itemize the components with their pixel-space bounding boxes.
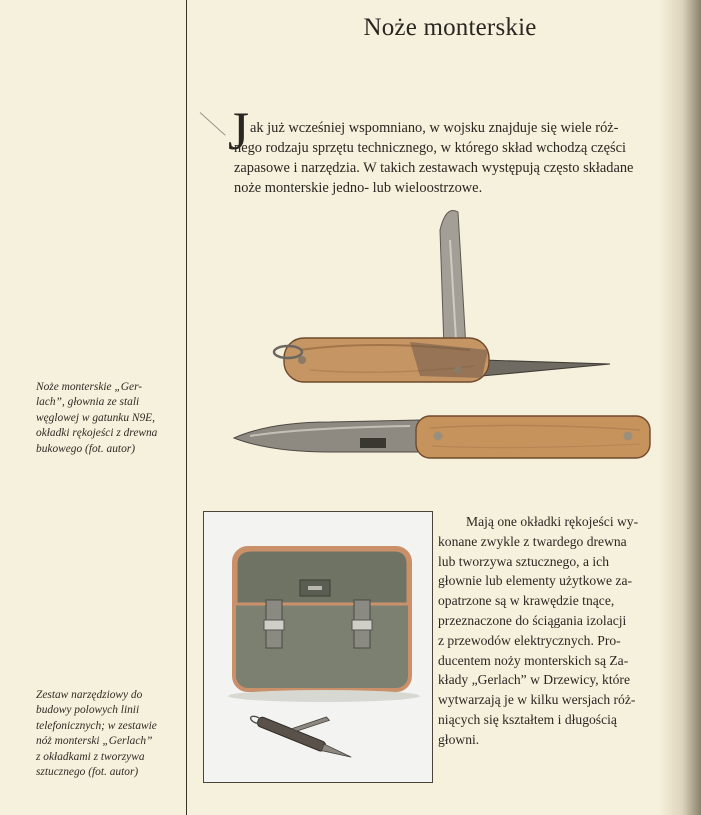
drop-cap: J <box>228 101 250 161</box>
body-line: Mają one okładki rękojeści wy- <box>466 514 639 529</box>
pencil-mark <box>200 112 226 135</box>
body-line: przeznaczone do ściągania izolacji <box>438 612 627 628</box>
caption-line: telefonicznych; w zestawie <box>36 719 157 732</box>
caption-line: bukowego (fot. autor) <box>36 442 136 455</box>
caption-line: nóż monterski „Gerlach” <box>36 735 153 748</box>
intro-line: nego rodzaju sprzętu technicznego, w którego skład wchodzą części <box>234 140 626 156</box>
intro-line: zapasowe i narzędzia. W takich zestawach występują często składane <box>234 160 634 176</box>
caption-line: węglowej w gatunku N9E, <box>36 411 155 424</box>
body-line: opatrzone są w krawędzie tnące, <box>438 593 615 609</box>
toolkit-caption <box>36 688 174 780</box>
body-line: lub tworzywa sztucznego, a ich <box>438 553 609 569</box>
toolkit-photo <box>203 511 433 783</box>
knife-upper-spike <box>482 360 610 376</box>
body-line: kłady „Gerlach” w Drzewicy, które <box>438 672 630 688</box>
caption-line: Zestaw narzędziowy do <box>36 689 143 701</box>
body-line: głowni. <box>438 731 480 747</box>
body-paragraph <box>438 512 694 750</box>
knives-caption <box>36 380 174 457</box>
body-line: konane zwykle z twardego drewna <box>438 533 627 549</box>
caption-line: sztucznego (fot. autor) <box>36 766 139 779</box>
knives-photo <box>220 200 660 475</box>
caption-line: budowy polowych linii <box>36 704 140 717</box>
body-line: głownie lub elementy użytkowe za- <box>438 573 633 589</box>
body-line: wytwarzają je w kilku wersjach róż- <box>438 692 636 708</box>
body-line: ducentem noży monterskich są Za- <box>438 652 629 668</box>
column-divider <box>186 0 187 815</box>
page-title: Noże monterskie <box>363 14 537 41</box>
knife-lower-handle <box>416 416 650 458</box>
body-line: z przewodów elektrycznych. Pro- <box>438 632 621 648</box>
caption-line: Noże monterskie „Ger- <box>36 381 143 393</box>
intro-line: ak już wcześniej wspomniano, w wojsku znajduje się wiele róż- <box>250 120 619 136</box>
intro-line: noże monterskie jedno- lub wieloostrzowe. <box>234 180 483 196</box>
body-line: niących się kształtem i długością <box>438 711 617 727</box>
intro-paragraph <box>228 101 674 198</box>
caption-line: lach”, głownia ze stali <box>36 396 140 409</box>
knife-lower-blade <box>234 420 420 452</box>
caption-line: okładki rękojeści z drewna <box>36 427 158 440</box>
caption-line: z okładkami z tworzywa <box>36 750 145 763</box>
